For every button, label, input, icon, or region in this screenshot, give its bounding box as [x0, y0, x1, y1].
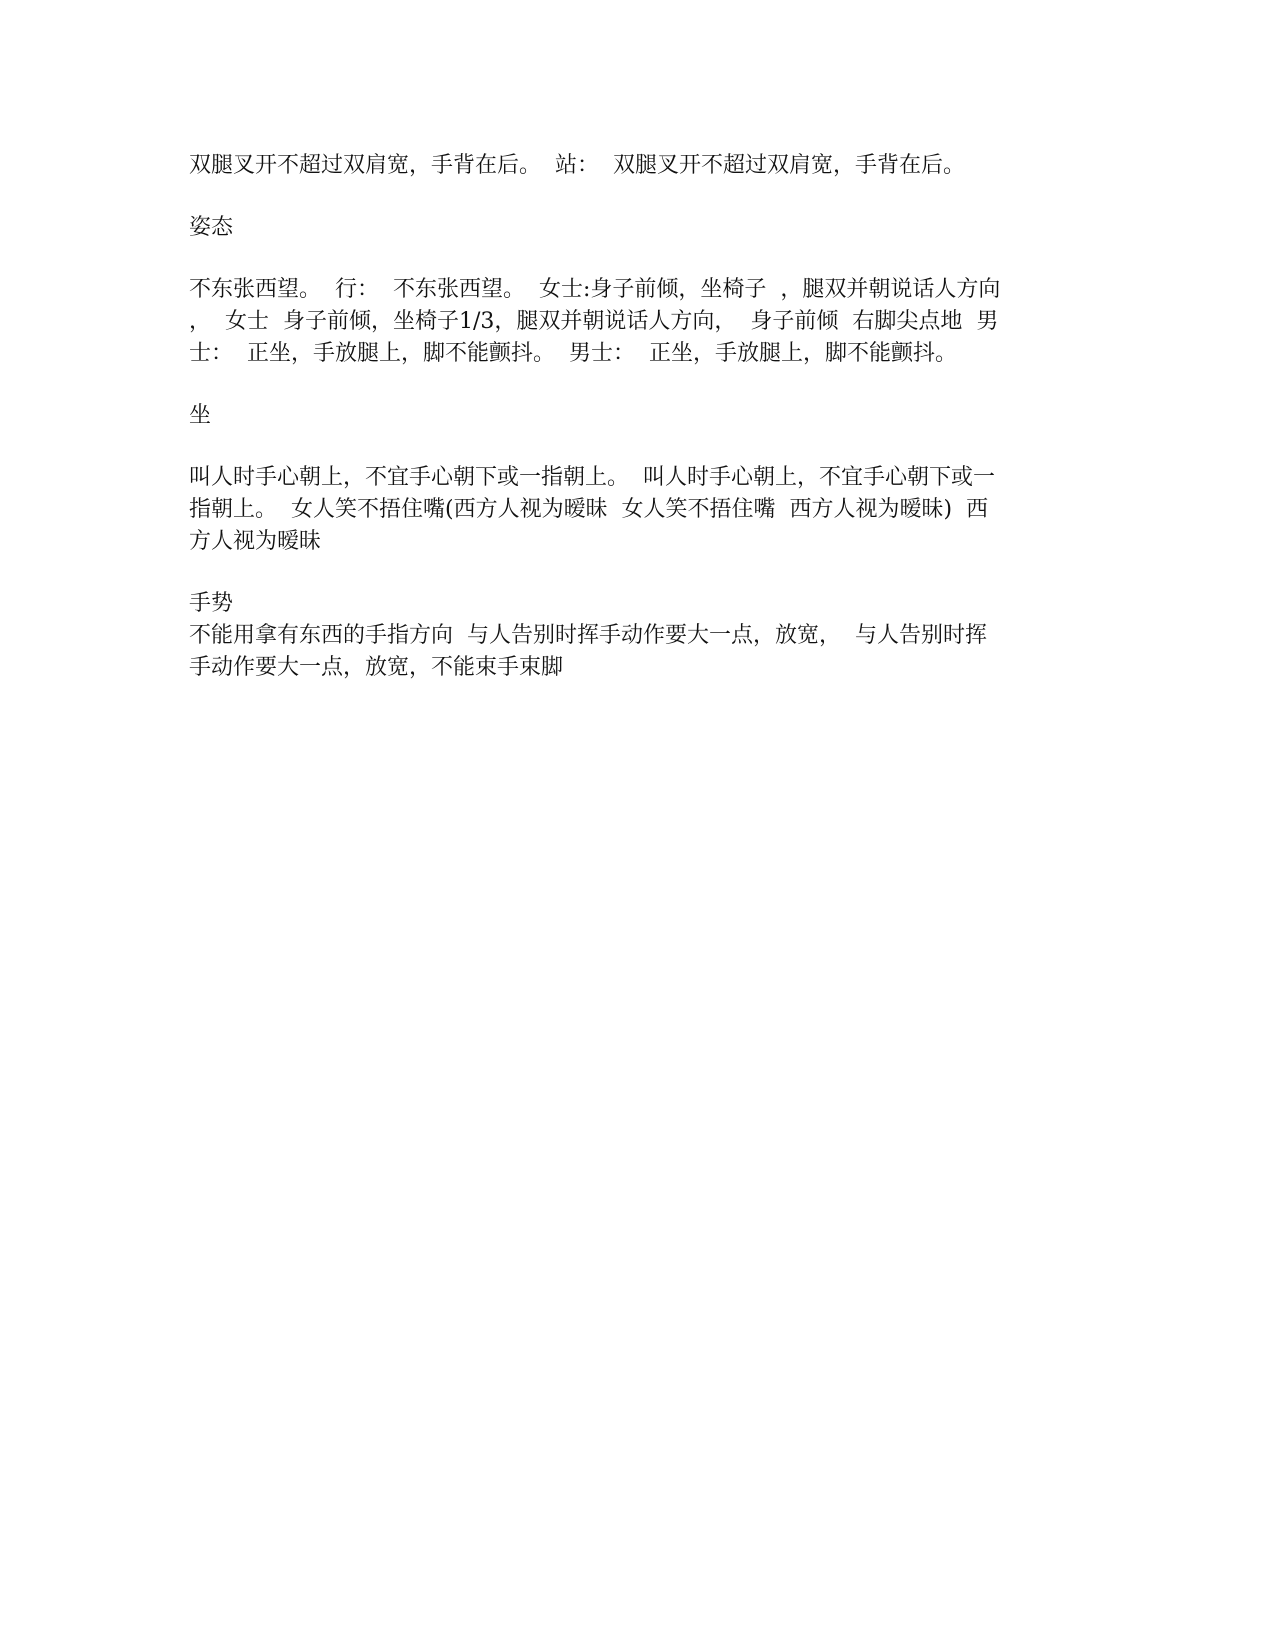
heading-sit [189, 400, 1094, 432]
text-line: 不东张西望。 行： 不东张西望。 女士:身子前倾，坐椅子 ，腿双并朝说话人方向 [189, 277, 1001, 302]
paragraph-stance [189, 150, 1094, 182]
text-line: 叫人时手心朝上，不宜手心朝下或一指朝上。 叫人时手心朝上，不宜手心朝下或一 [189, 465, 995, 490]
heading-posture [189, 212, 1094, 244]
paragraph-gestures [189, 588, 1094, 684]
text-line: 指朝上。 女人笑不捂住嘴(西方人视为暧昧 女人笑不捂住嘴 西方人视为暧昧) 西 [189, 497, 989, 522]
text-line: 不能用拿有东西的手指方向 与人告别时挥手动作要大一点，放宽， 与人告别时挥 [189, 623, 987, 648]
paragraph-calling [189, 462, 1094, 558]
text-line: 双腿叉开不超过双肩宽，手背在后。 站： 双腿叉开不超过双肩宽，手背在后。 [189, 153, 965, 178]
paragraph-walking-sitting [189, 274, 1094, 370]
text-line: 手动作要大一点，放宽，不能束手束脚 [189, 655, 564, 680]
text-line: ， 女士 身子前倾，坐椅子1/3，腿双并朝说话人方向， 身子前倾 右脚尖点地 男 [189, 309, 999, 334]
section-heading: 手势 [189, 591, 234, 616]
text-line: 方人视为暧昧 [189, 529, 322, 554]
section-heading: 姿态 [189, 215, 234, 240]
document-body [189, 150, 1094, 684]
section-heading: 坐 [189, 403, 212, 428]
text-line: 士： 正坐，手放腿上，脚不能颤抖。 男士： 正坐，手放腿上，脚不能颤抖。 [189, 341, 957, 366]
